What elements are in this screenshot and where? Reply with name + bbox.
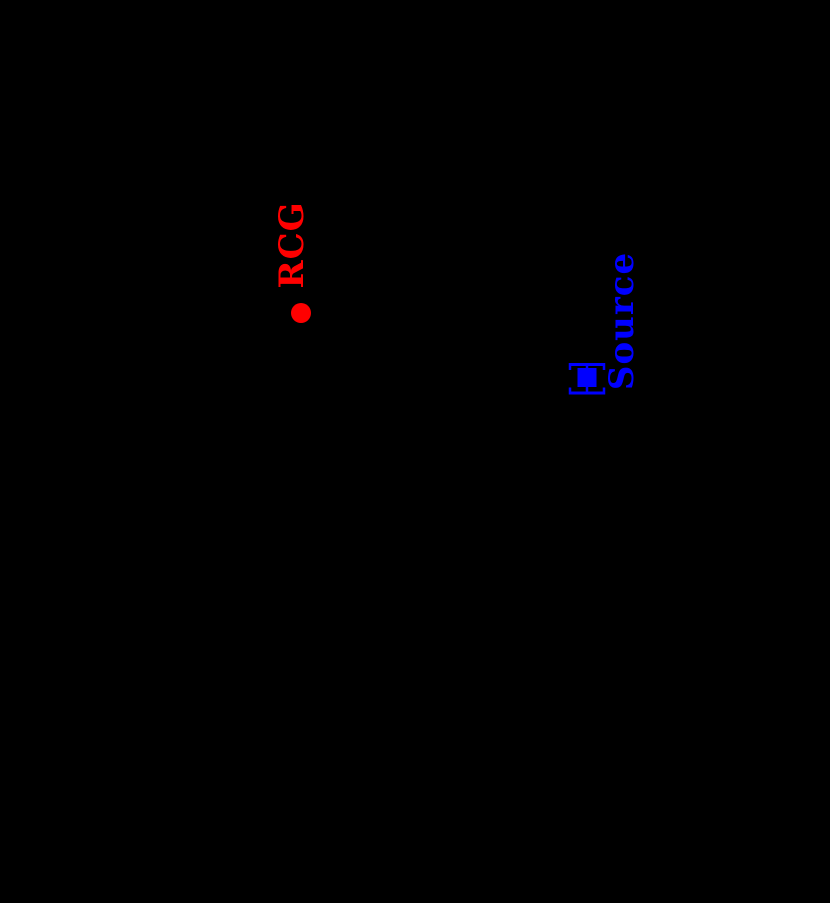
rcg-point-marker xyxy=(291,303,311,323)
rcg-label: RCG xyxy=(272,201,312,289)
source-square-marker xyxy=(578,368,597,387)
source-errorbar-marker xyxy=(565,358,609,400)
source-label: Source xyxy=(602,251,642,391)
